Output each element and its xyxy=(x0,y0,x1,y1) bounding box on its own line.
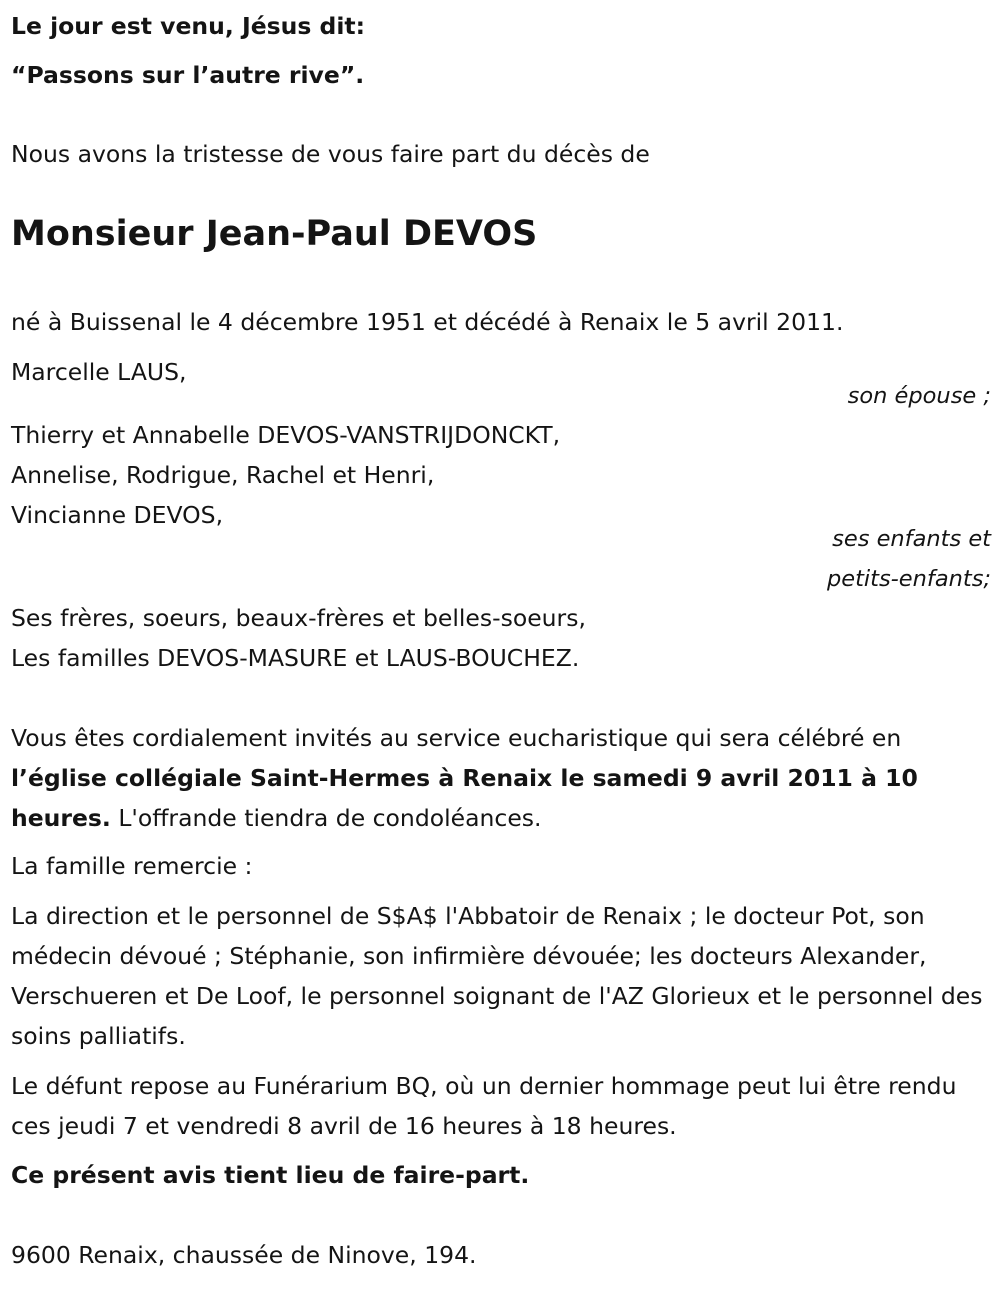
children-role-line-2: petits-enfants; xyxy=(826,566,991,592)
obituary-notice xyxy=(11,0,991,1290)
service-location-time: l’église collégiale Saint-Hermes à Renaix le samedi 9 avril 2011 à 10 heures. xyxy=(11,764,918,832)
relatives-line-1: Ses frères, soeurs, beaux-frères et belles-soeurs, xyxy=(11,604,586,632)
funerarium-paragraph: Le défunt repose au Funérarium BQ, où un dernier hommage peut lui être rendu ces jeudi 7 et vendredi 8 avril de 16 heures à 18 heures. xyxy=(11,1072,957,1140)
spouse-name: Marcelle LAUS, xyxy=(11,358,187,386)
address-text: 9600 Renaix, chaussée de Ninove, 194. xyxy=(11,1241,477,1269)
notice-text: Ce présent avis tient lieu de faire-part. xyxy=(11,1161,530,1189)
relatives-line-2: Les familles DEVOS-MASURE et LAUS-BOUCHEZ. xyxy=(11,644,580,672)
intro-text: Nous avons la tristesse de vous faire part du décès de xyxy=(11,140,650,168)
thanks-paragraph: La direction et le personnel de S$A$ l'Abbatoir de Renaix ; le docteur Pot, son médecin dévoué ; Stéphanie, son infirmière dévouée; les docteurs Alexander, Verschueren et De Loof, le personnel soignant de l'AZ Glorieux et le personnel des soins palliatifs. xyxy=(11,902,983,1050)
service-text-before: Vous êtes cordialement invités au service eucharistique qui sera célébré en xyxy=(11,724,902,752)
child-line-2: Annelise, Rodrigue, Rachel et Henri, xyxy=(11,461,435,489)
thanks-intro: La famille remercie : xyxy=(11,852,253,880)
child-line-3: Vincianne DEVOS, xyxy=(11,501,224,529)
deceased-name: Monsieur Jean-Paul DEVOS xyxy=(11,214,538,254)
service-text-after: L'offrande tiendra de condoléances. xyxy=(110,804,542,832)
child-line-1: Thierry et Annabelle DEVOS-VANSTRIJDONCKT, xyxy=(11,421,561,449)
spouse-role: son épouse ; xyxy=(847,383,991,409)
children-role-line-1: ses enfants et xyxy=(832,526,991,552)
birth-death-text: né à Buissenal le 4 décembre 1951 et décédé à Renaix le 5 avril 2011. xyxy=(11,308,844,336)
epigraph-line-1: Le jour est venu, Jésus dit: xyxy=(11,12,366,40)
epigraph-line-2: “Passons sur l’autre rive”. xyxy=(11,61,365,89)
service-paragraph xyxy=(11,718,991,838)
